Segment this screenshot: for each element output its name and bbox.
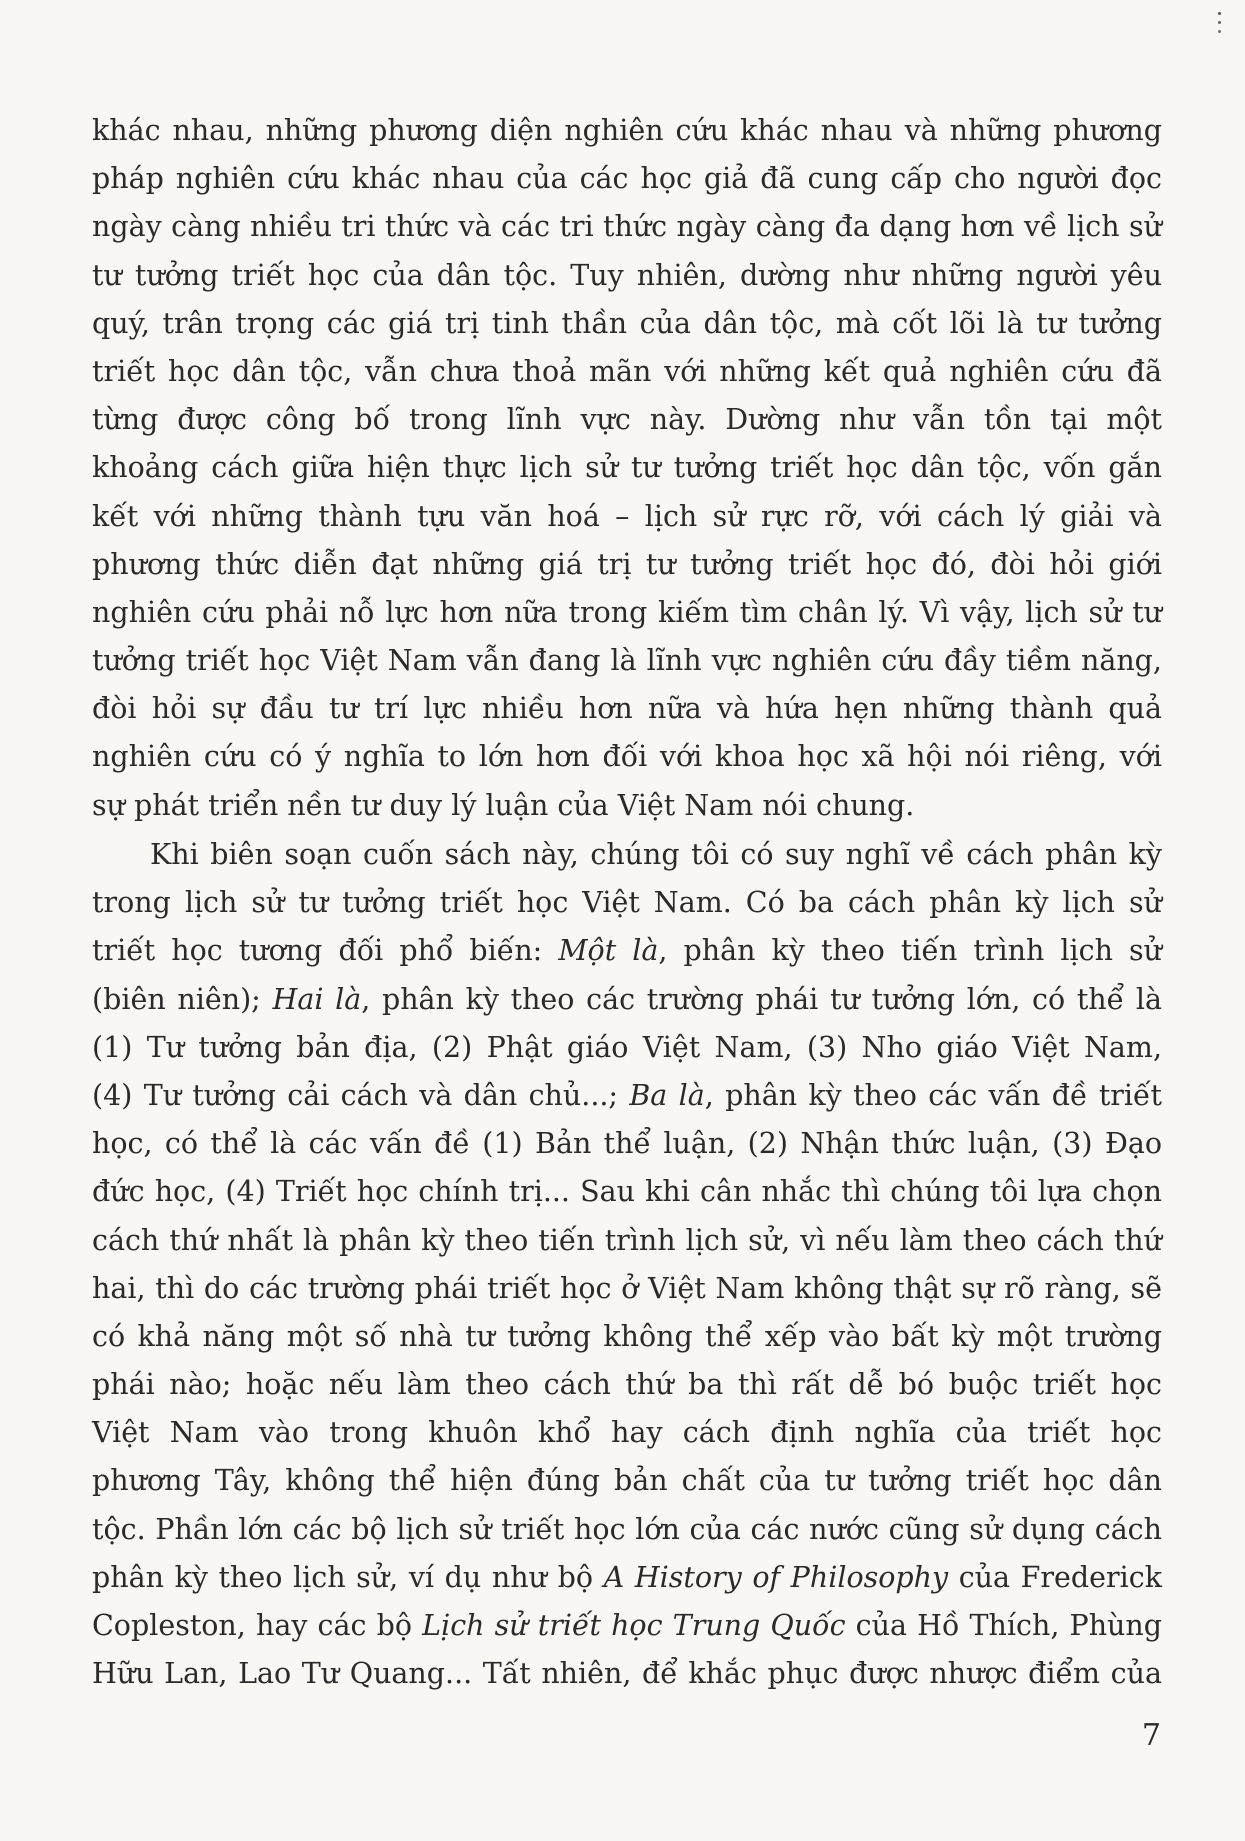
- text-line: [92, 1650, 1162, 1698]
- text-segment: (4) Tư tưởng cải cách và dân chủ...;: [92, 1078, 630, 1112]
- text-line: [92, 1361, 1162, 1409]
- paragraph-2: [92, 831, 1162, 1698]
- text-segment: khoảng cách giữa hiện thực lịch sử tư tưởng triết học dân tộc, vốn gắn: [92, 451, 1162, 485]
- paragraph-1: [92, 107, 1162, 830]
- text-segment: kết với những thành tựu văn hoá – lịch sử rực rỡ, với cách lý giải và: [92, 499, 1162, 533]
- text-segment: , phân kỳ theo các trường phái tư tưởng lớn, có thể là: [361, 982, 1162, 1016]
- text-line: [92, 1602, 1162, 1650]
- text-line: [92, 155, 1162, 203]
- text-line: [92, 1217, 1162, 1265]
- text-line: [92, 685, 1162, 733]
- text-segment: cách thứ nhất là phân kỳ theo tiến trình lịch sử, vì nếu làm theo cách thứ: [92, 1223, 1162, 1257]
- italic-text: Lịch sử triết học Trung Quốc: [422, 1609, 846, 1642]
- text-segment: Việt Nam vào trong khuôn khổ hay cách định nghĩa của triết học: [92, 1416, 1162, 1450]
- text-segment: triết học dân tộc, vẫn chưa thoả mãn với những kết quả nghiên cứu đã: [92, 354, 1162, 388]
- text-segment: Khi biên soạn cuốn sách này, chúng tôi có suy nghĩ về cách phân kỳ: [150, 838, 1162, 871]
- text-segment: khác nhau, những phương diện nghiên cứu khác nhau và những phương: [92, 114, 1162, 147]
- text-line: [92, 927, 1162, 975]
- text-line: [92, 976, 1162, 1024]
- text-segment: pháp nghiên cứu khác nhau của các học giả đã cung cấp cho người đọc: [92, 162, 1162, 196]
- text-line: [92, 733, 1162, 781]
- text-line: [92, 348, 1162, 396]
- text-line: [92, 1120, 1162, 1168]
- text-segment: ngày càng nhiều tri thức và các tri thức ngày càng đa dạng hơn về lịch sử: [92, 210, 1162, 244]
- text-segment: quý, trân trọng các giá trị tinh thần của dân tộc, mà cốt lõi là tư tưởng: [92, 306, 1162, 340]
- text-line: [92, 1409, 1162, 1457]
- text-segment: đòi hỏi sự đầu tư trí lực nhiều hơn nữa và hứa hẹn những thành quả: [92, 692, 1162, 726]
- text-line: [92, 300, 1162, 348]
- text-segment: của Hồ Thích, Phùng: [845, 1609, 1163, 1642]
- text-line: [92, 541, 1162, 589]
- italic-text: A History of Philosophy: [603, 1560, 949, 1594]
- text-line: [92, 1554, 1162, 1602]
- text-segment: đức học, (4) Triết học chính trị... Sau khi cân nhắc thì chúng tôi lựa chọn: [92, 1175, 1162, 1209]
- text-line: [92, 831, 1162, 879]
- text-line: [92, 396, 1162, 444]
- text-line: [92, 1072, 1162, 1120]
- text-segment: phương Tây, không thể hiện đúng bản chất của tư tưởng triết học dân: [92, 1464, 1162, 1498]
- text-segment: học, có thể là các vấn đề (1) Bản thể luận, (2) Nhận thức luận, (3) Đạo: [92, 1127, 1162, 1161]
- text-line: [92, 1506, 1162, 1554]
- text-line: [92, 589, 1162, 637]
- text-segment: Hữu Lan, Lao Tư Quang... Tất nhiên, để khắc phục được nhược điểm của: [92, 1657, 1162, 1691]
- italic-text: Một là: [558, 934, 659, 968]
- text-segment: có khả năng một số nhà tư tưởng không thể xếp vào bất kỳ một trường: [92, 1319, 1162, 1353]
- italic-text: Ba là: [629, 1078, 705, 1112]
- text-segment: trong lịch sử tư tưởng triết học Việt Nam. Có ba cách phân kỳ lịch sử: [92, 886, 1162, 920]
- text-line: [92, 879, 1162, 927]
- text-segment: của Frederick: [948, 1560, 1162, 1594]
- text-line: [92, 444, 1162, 492]
- text-segment: (1) Tư tưởng bản địa, (2) Phật giáo Việt Nam, (3) Nho giáo Việt Nam,: [92, 1030, 1162, 1064]
- text-line: [92, 252, 1162, 300]
- text-line: [92, 1024, 1162, 1072]
- text-line: [92, 1313, 1162, 1361]
- text-segment: phân kỳ theo lịch sử, ví dụ như bộ: [92, 1560, 604, 1594]
- text-line: [92, 107, 1162, 155]
- text-line: [92, 493, 1162, 541]
- text-segment: tộc. Phần lớn các bộ lịch sử triết học lớn của các nước cũng sử dụng cách: [92, 1512, 1162, 1546]
- text-line: [92, 1457, 1162, 1505]
- text-segment: tư tưởng triết học của dân tộc. Tuy nhiên, dường như những người yêu: [92, 258, 1162, 292]
- text-segment: , phân kỳ theo các vấn đề triết: [704, 1078, 1162, 1112]
- text-segment: triết học tương đối phổ biến:: [92, 934, 559, 968]
- text-segment: sự phát triển nền tư duy lý luận của Việt Nam nói chung.: [92, 788, 915, 822]
- text-segment: hai, thì do các trường phái triết học ở Việt Nam không thật sự rõ ràng, sẽ: [92, 1271, 1162, 1305]
- page-number: 7: [1141, 1718, 1161, 1753]
- text-segment: từng được công bố trong lĩnh vực này. Dường như vẫn tồn tại một: [92, 403, 1162, 437]
- text-segment: phương thức diễn đạt những giá trị tư tưởng triết học đó, đòi hỏi giới: [92, 547, 1162, 581]
- text-segment: tưởng triết học Việt Nam vẫn đang là lĩnh vực nghiên cứu đầy tiềm năng,: [92, 644, 1162, 678]
- text-line: [92, 203, 1162, 251]
- text-line: [92, 782, 1162, 830]
- text-line: [92, 1168, 1162, 1216]
- text-line: [92, 637, 1162, 685]
- text-segment: Copleston, hay các bộ: [92, 1609, 423, 1642]
- italic-text: Hai là: [272, 982, 362, 1016]
- text-segment: nghiên cứu phải nỗ lực hơn nữa trong kiếm tìm chân lý. Vì vậy, lịch sử tư: [92, 595, 1162, 629]
- text-segment: , phân kỳ theo tiến trình lịch sử: [658, 934, 1162, 968]
- text-line: [92, 1265, 1162, 1313]
- scan-corner-dots: [1218, 12, 1221, 15]
- text-segment: nghiên cứu có ý nghĩa to lớn hơn đối với khoa học xã hội nói riêng, với: [92, 740, 1162, 774]
- text-segment: phái nào; hoặc nếu làm theo cách thứ ba thì rất dễ bó buộc triết học: [92, 1368, 1162, 1402]
- text-segment: (biên niên);: [92, 982, 273, 1016]
